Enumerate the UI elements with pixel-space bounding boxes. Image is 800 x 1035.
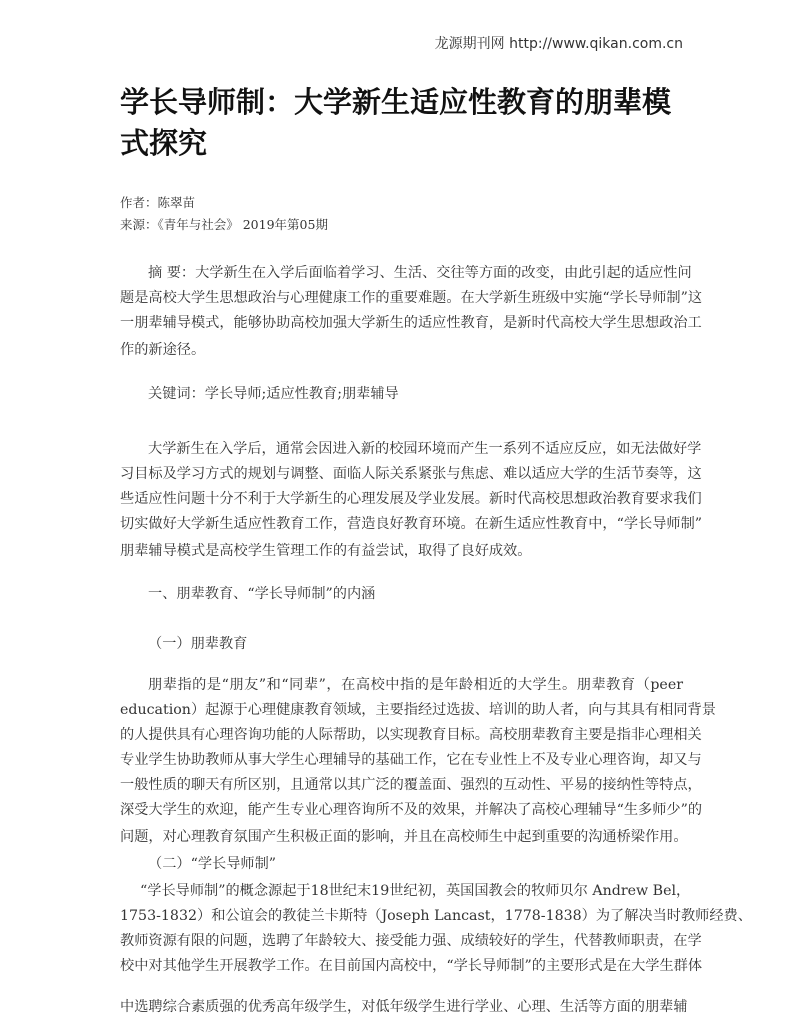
intro-line: 朋辈辅导模式是高校学生管理工作的有益尝试，取得了良好成效。 [120, 543, 532, 559]
mentor-line: 1753-1832）和公谊会的教徒兰卡斯特（Joseph Lancast，1778-1838）为了解决当时教师经费、 [120, 908, 752, 924]
peer-line: education）起源于心理健康教育领域，主要指经过选拔、培训的助人者，向与其具有相同背景 [120, 702, 716, 718]
keywords: 关键词：学长导师;适应性教育;朋辈辅导 [148, 386, 399, 402]
intro-line: 些适应性问题十分不利于大学新生的心理发展及学业发展。新时代高校思想政治教育要求我们 [120, 491, 702, 507]
section-heading: 一、朋辈教育、“学长导师制”的内涵 [148, 586, 376, 602]
peer-line: 深受大学生的欢迎，能产生专业心理咨询所不及的效果，并解决了高校心理辅导“生多师少”的 [120, 802, 703, 818]
peer-line: 的人提供具有心理咨询功能的人际帮助，以实现教育目标。高校朋辈教育主要是指非心理相关 [120, 727, 702, 743]
mentor-line: 校中对其他学生开展教学工作。在目前国内高校中，“学长导师制”的主要形式是在大学生群体 [120, 958, 703, 974]
abstract-line: 摘 要：大学新生在入学后面临着学习、生活、交往等方面的改变，由此引起的适应性问 [148, 265, 692, 281]
site-header[interactable]: 龙源期刊网 http://www.qikan.com.cn [434, 36, 683, 52]
intro-line: 习目标及学习方式的规划与调整、面临人际关系紧张与焦虑、难以适应大学的生活节奏等，这 [120, 466, 702, 482]
intro-line: 大学新生在入学后，通常会因进入新的校园环境而产生一系列不适应反应，如无法做好学 [148, 441, 702, 457]
source: 来源：《青年与社会》 2019年第05期 [120, 217, 328, 232]
author: 作者：陈翠苗 [120, 195, 196, 210]
subsection-heading: （二）“学长导师制” [148, 856, 277, 872]
peer-line: 专业学生协助教师从事大学生心理辅导的基础工作，它在专业性上不及专业心理咨询，却又与 [120, 752, 702, 768]
peer-line: 朋辈指的是“朋友”和“同辈”，在高校中指的是年龄相近的大学生。朋辈教育（peer [148, 677, 683, 693]
peer-line: 一般性质的聊天有所区别，且通常以其广泛的覆盖面、强烈的互动性、平易的接纳性等特点， [120, 777, 702, 793]
article-title: 学长导师制：大学新生适应性教育的朋辈模式探究 [120, 85, 672, 160]
abstract-line: 题是高校大学生思想政治与心理健康工作的重要难题。在大学新生班级中实施“学长导师制”这 [120, 290, 703, 306]
abstract-line: 作的新途径。 [120, 342, 206, 358]
mentor-line: 中选聘综合素质强的优秀高年级学生，对低年级学生进行学业、心理、生活等方面的朋辈辅 [120, 999, 688, 1015]
peer-line: 问题，对心理教育氛围产生积极正面的影响，并且在高校师生中起到重要的沟通桥梁作用。 [120, 829, 688, 845]
mentor-line: “学长导师制”的概念源起于18世纪末19世纪初，英国国教会的牧师贝尔 Andrew Bel， [140, 883, 691, 899]
abstract-line: 一朋辈辅导模式，能够协助高校加强大学新生的适应性教育，是新时代高校大学生思想政治工 [120, 315, 702, 331]
subsection-heading: （一）朋辈教育 [148, 636, 248, 652]
mentor-line: 教师资源有限的问题，选聘了年龄较大、接受能力强、成绩较好的学生，代替教师职责，在学 [120, 933, 702, 949]
intro-line: 切实做好大学新生适应性教育工作，营造良好教育环境。在新生适应性教育中，“学长导师制” [120, 516, 703, 532]
